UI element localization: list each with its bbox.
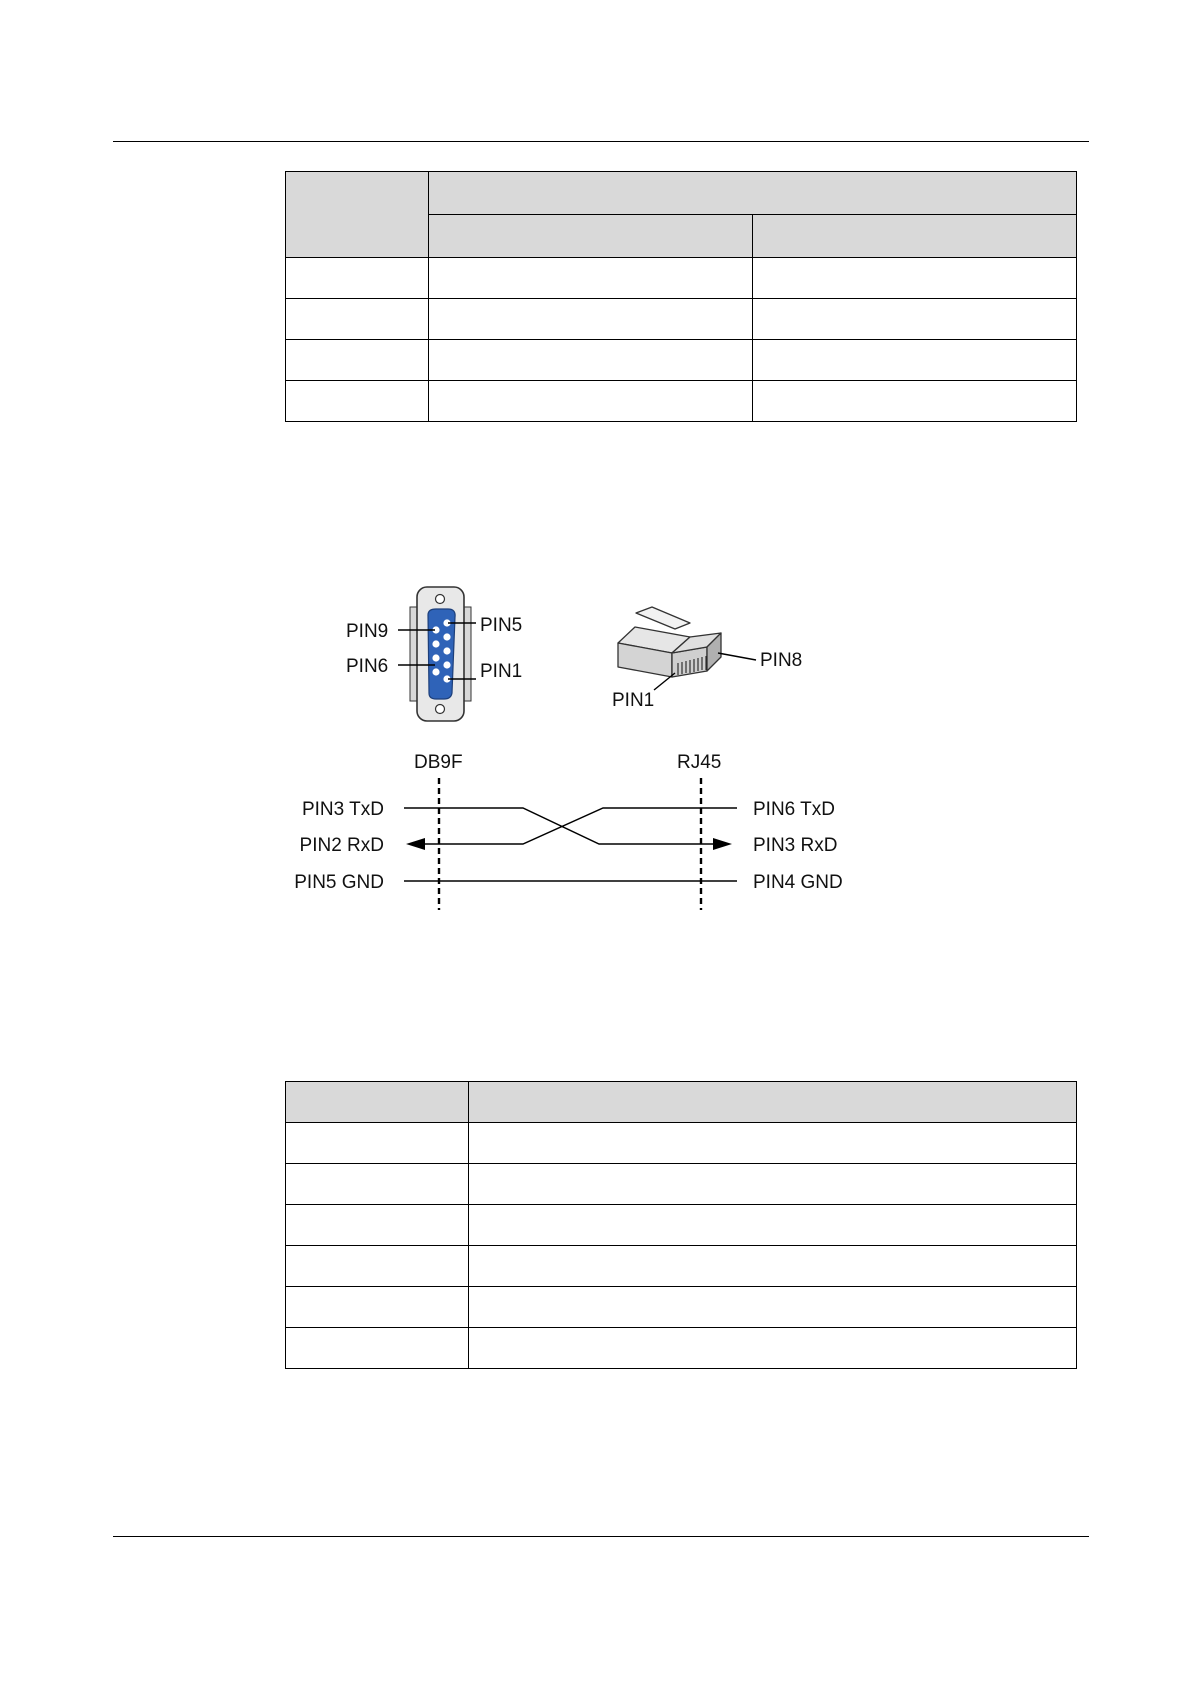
table-header-cell (753, 215, 1077, 258)
rj45-connector-illustration (618, 607, 721, 677)
signal-description-table (285, 1081, 1077, 1369)
db9-rxd-label: PIN2 RxD (299, 835, 384, 856)
table-cell (753, 258, 1077, 299)
left-arrow-icon (406, 838, 425, 850)
rj45-rxd-label: PIN3 RxD (753, 835, 838, 856)
table-cell (286, 299, 429, 340)
table-cell (429, 299, 753, 340)
table-header-cell (429, 215, 753, 258)
table-row (286, 1205, 1077, 1246)
table-cell (469, 1328, 1077, 1369)
table-row (286, 340, 1077, 381)
db9-gnd-label: PIN5 GND (294, 872, 384, 893)
db9-txd-label: PIN3 TxD (301, 799, 384, 820)
table-cell (469, 1205, 1077, 1246)
table-row (286, 1287, 1077, 1328)
rj45-pin8-label: PIN8 (760, 650, 803, 671)
table-header-row (286, 1082, 1077, 1123)
table-row (286, 1123, 1077, 1164)
db9-pin1-label: PIN1 (480, 661, 523, 682)
rj45-pin1-label: PIN1 (612, 690, 655, 711)
rj45-label: RJ45 (677, 752, 722, 773)
table-cell (286, 1246, 469, 1287)
table-cell (286, 1287, 469, 1328)
table-row (286, 299, 1077, 340)
db9f-label: DB9F (414, 752, 463, 773)
table-cell (286, 340, 429, 381)
pin-assignment-table (285, 171, 1077, 422)
table-cell (286, 1164, 469, 1205)
table-cell (753, 340, 1077, 381)
table-row (286, 258, 1077, 299)
table-cell (469, 1287, 1077, 1328)
table-cell (429, 381, 753, 422)
table-cell (286, 1205, 469, 1246)
db9-pin6-label: PIN6 (346, 656, 389, 677)
table-row (286, 1328, 1077, 1369)
table-cell (469, 1246, 1077, 1287)
db9-connector-illustration (398, 587, 476, 721)
rj45-txd-label: PIN6 TxD (753, 799, 836, 820)
console-cable-pinout-figure (280, 585, 880, 925)
table-header-cell (469, 1082, 1077, 1123)
table-header-cell (286, 1082, 469, 1123)
footer-rule (113, 1536, 1089, 1537)
table-row (286, 1164, 1077, 1205)
table-cell (429, 258, 753, 299)
table-cell (469, 1164, 1077, 1205)
header-rule (113, 141, 1089, 142)
right-arrow-icon (713, 838, 732, 850)
table-cell (753, 299, 1077, 340)
table-cell (286, 381, 429, 422)
table-cell (286, 1123, 469, 1164)
table-cell (469, 1123, 1077, 1164)
table-cell (286, 258, 429, 299)
table-header-cell (286, 172, 429, 258)
table-row (286, 381, 1077, 422)
txd-to-rxd-wire (425, 808, 737, 844)
table-row (286, 1246, 1077, 1287)
table-cell (753, 381, 1077, 422)
db9-pin9-label: PIN9 (346, 621, 389, 642)
table-cell (286, 1328, 469, 1369)
table-header-cell (429, 172, 1077, 215)
rj45-gnd-label: PIN4 GND (753, 872, 843, 893)
table-header-row (286, 172, 1077, 215)
table-cell (429, 340, 753, 381)
db9-pin5-label: PIN5 (480, 615, 523, 636)
